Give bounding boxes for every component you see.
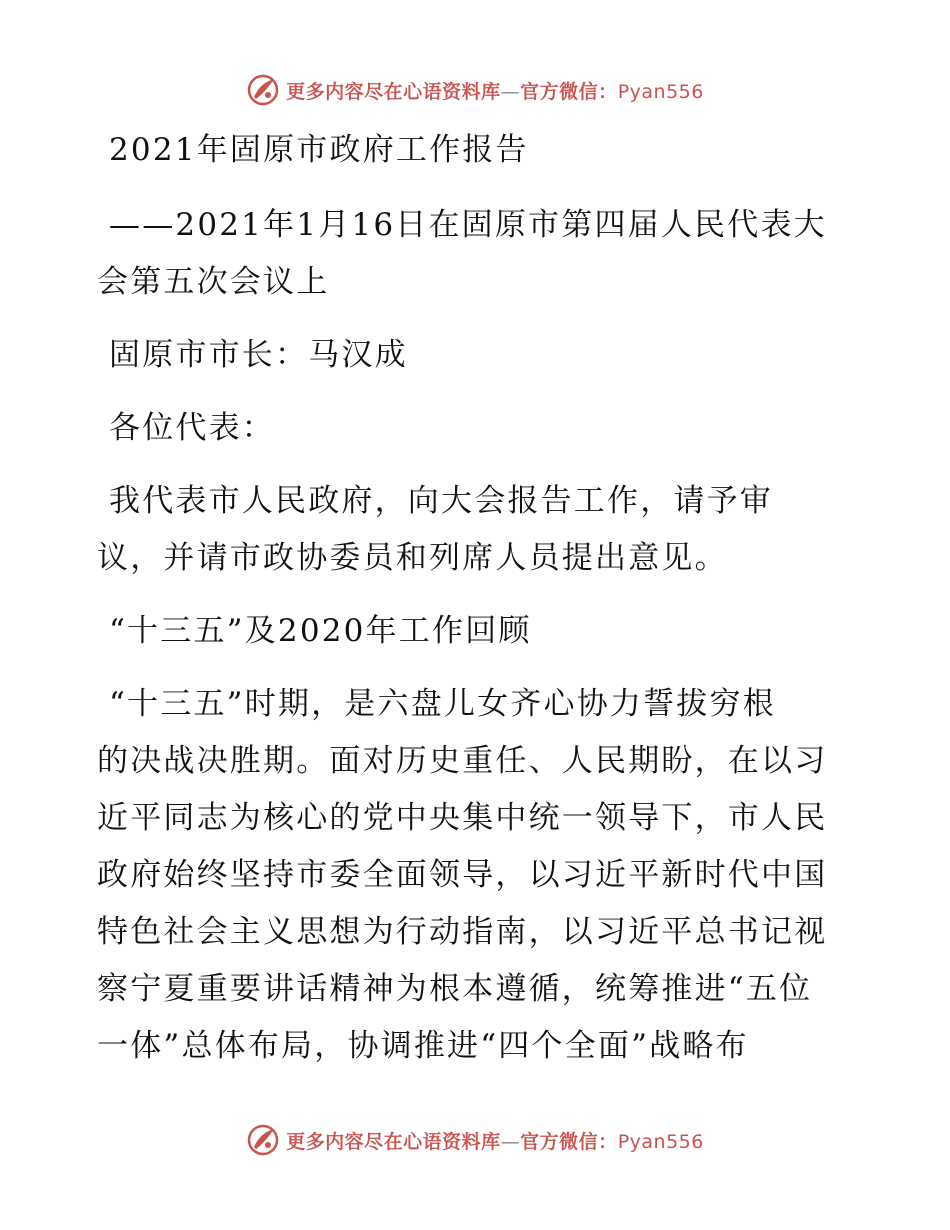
footer-banner-text bbox=[286, 1127, 704, 1154]
footer-banner-label: 官方微信： bbox=[520, 1130, 618, 1153]
body-line: 近平同志为核心的党中央集中统一领导下，市人民 bbox=[97, 800, 828, 836]
footer-banner-dash: — bbox=[500, 1130, 521, 1153]
salutation: 各位代表： bbox=[109, 410, 275, 446]
body-line: 一体”总体布局，协调推进“四个全面”战略布 bbox=[97, 1028, 749, 1064]
footer-banner bbox=[0, 1120, 950, 1160]
body-line: “十三五”时期，是六盘儿女齐心协力誓拔穷根 bbox=[109, 686, 776, 722]
header-banner-text bbox=[286, 77, 704, 104]
header-banner-main: 更多内容尽在心语资料库 bbox=[286, 80, 501, 103]
body-line: 特色社会主义思想为行动指南，以习近平总书记视 bbox=[97, 914, 828, 950]
subtitle-line: ——2021年1月16日在固原市第四届人民代表大 bbox=[109, 207, 827, 243]
subtitle-line: 会第五次会议上 bbox=[97, 264, 330, 300]
header-banner-dash: — bbox=[500, 80, 521, 103]
quill-logo-icon bbox=[246, 1123, 280, 1157]
header-wechat-handle: Pyan556 bbox=[617, 80, 704, 103]
body-line: 政府始终坚持市委全面领导，以习近平新时代中国 bbox=[97, 857, 828, 893]
document-title: 2021年固原市政府工作报告 bbox=[109, 132, 529, 168]
section-heading: “十三五”及2020年工作回顾 bbox=[109, 613, 532, 649]
body-line: 察宁夏重要讲话精神为根本遵循，统筹推进“五位 bbox=[97, 971, 813, 1007]
header-banner-label: 官方微信： bbox=[520, 80, 618, 103]
body-line: 的决战决胜期。面对历史重任、人民期盼，在以习 bbox=[97, 743, 828, 779]
header-banner bbox=[0, 70, 950, 110]
intro-line: 议，并请市政协委员和列席人员提出意见。 bbox=[97, 540, 728, 576]
footer-wechat-handle: Pyan556 bbox=[617, 1130, 704, 1153]
footer-banner-main: 更多内容尽在心语资料库 bbox=[286, 1130, 501, 1153]
author-line: 固原市市长：马汉成 bbox=[109, 337, 408, 373]
document-body bbox=[97, 122, 857, 1075]
quill-logo-icon bbox=[246, 73, 280, 107]
intro-line: 我代表市人民政府，向大会报告工作，请予审 bbox=[109, 483, 773, 519]
